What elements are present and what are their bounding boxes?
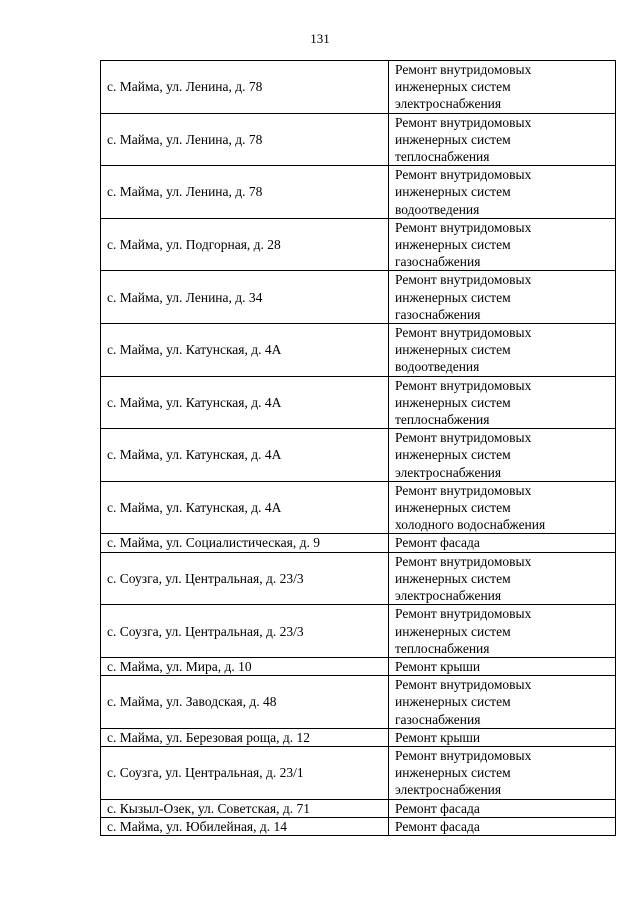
table-row [101,817,616,835]
address-cell: с. Соузга, ул. Центральная, д. 23/3 [101,552,389,605]
work-type-cell: Ремонт внутридомовых инженерных систем газоснабжения [389,676,616,729]
work-type-cell: Ремонт внутридомовых инженерных систем электроснабжения [389,746,616,799]
work-type-cell: Ремонт фасада [389,799,616,817]
work-type-cell: Ремонт крыши [389,657,616,675]
work-type-cell: Ремонт фасада [389,534,616,552]
work-type-cell: Ремонт внутридомовых инженерных систем теплоснабжения [389,376,616,429]
address-cell: с. Майма, ул. Ленина, д. 78 [101,113,389,166]
table-row [101,61,616,114]
table-row [101,324,616,377]
address-cell: с. Соузга, ул. Центральная, д. 23/1 [101,746,389,799]
table-row [101,166,616,219]
table-row [101,271,616,324]
address-cell: с. Майма, ул. Ленина, д. 34 [101,271,389,324]
works-table [100,60,616,836]
table-row [101,534,616,552]
table-row [101,746,616,799]
table-row [101,676,616,729]
table-row [101,481,616,534]
work-type-cell: Ремонт внутридомовых инженерных систем электроснабжения [389,61,616,114]
table-row [101,113,616,166]
address-cell: с. Майма, ул. Ленина, д. 78 [101,61,389,114]
table-row [101,799,616,817]
page-number: 131 [310,31,330,46]
work-type-cell: Ремонт внутридомовых инженерных систем газоснабжения [389,271,616,324]
address-cell: с. Майма, ул. Березовая роща, д. 12 [101,728,389,746]
address-cell: с. Майма, ул. Катунская, д. 4А [101,324,389,377]
table-row [101,376,616,429]
address-cell: с. Майма, ул. Катунская, д. 4А [101,481,389,534]
address-cell: с. Майма, ул. Катунская, д. 4А [101,429,389,482]
address-cell: с. Майма, ул. Заводская, д. 48 [101,676,389,729]
table-row [101,218,616,271]
work-type-cell: Ремонт внутридомовых инженерных систем электроснабжения [389,429,616,482]
address-cell: с. Майма, ул. Социалистическая, д. 9 [101,534,389,552]
address-cell: с. Соузга, ул. Центральная, д. 23/3 [101,605,389,658]
works-table-body [101,61,616,836]
table-row [101,605,616,658]
table-row [101,657,616,675]
work-type-cell: Ремонт внутридомовых инженерных систем водоотведения [389,324,616,377]
address-cell: с. Майма, ул. Юбилейная, д. 14 [101,817,389,835]
table-row [101,552,616,605]
address-cell: с. Майма, ул. Подгорная, д. 28 [101,218,389,271]
address-cell: с. Кызыл-Озек, ул. Советская, д. 71 [101,799,389,817]
work-type-cell: Ремонт внутридомовых инженерных систем водоотведения [389,166,616,219]
work-type-cell: Ремонт внутридомовых инженерных систем теплоснабжения [389,605,616,658]
table-row [101,429,616,482]
address-cell: с. Майма, ул. Ленина, д. 78 [101,166,389,219]
work-type-cell: Ремонт внутридомовых инженерных систем электроснабжения [389,552,616,605]
work-type-cell: Ремонт фасада [389,817,616,835]
work-type-cell: Ремонт внутридомовых инженерных систем холодного водоснабжения [389,481,616,534]
work-type-cell: Ремонт внутридомовых инженерных систем теплоснабжения [389,113,616,166]
address-cell: с. Майма, ул. Мира, д. 10 [101,657,389,675]
address-cell: с. Майма, ул. Катунская, д. 4А [101,376,389,429]
table-row [101,728,616,746]
work-type-cell: Ремонт крыши [389,728,616,746]
work-type-cell: Ремонт внутридомовых инженерных систем газоснабжения [389,218,616,271]
